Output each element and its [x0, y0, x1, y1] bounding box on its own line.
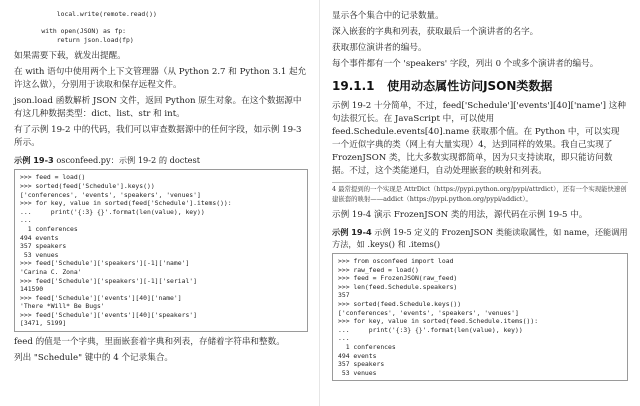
paragraph: 示例 19-2 十分简单，不过，feed['Schedule']['events'][40]['name'] 这种句法很冗长。在 JavaScript 中，可以使用 feed.Schedule.events[40].name 获取那个值。在 Python 中，可以实现一个近似字典的类（网上有大量实现）4，达到同样的效果。我自己实现了 FrozenJSON 类，比大多数实现都简单，因为只支持读取，即只能访问数据。不过，这个类能递归，自动处理嵌套的映射和列表。	[332, 101, 626, 176]
paragraph: 深入嵌套的字典和列表，获取最后一个演讲者的名字。	[332, 27, 539, 37]
example-label: 示例 19-3	[14, 155, 54, 166]
paragraph: 如果需要下载，就发出提醒。	[14, 51, 126, 62]
page-divider	[319, 0, 320, 406]
right-page	[322, 0, 640, 406]
example-label: 示例 19-4	[332, 227, 372, 237]
section-number: 19.1.1	[332, 79, 375, 93]
section-title: 使用动态属性访问JSON类数据	[387, 79, 553, 93]
example-caption	[332, 226, 628, 250]
section-heading	[332, 77, 628, 94]
paragraph: json.load 函数解析 JSON 文件，返回 Python 原生对象。在这个数据源中有这几种数据类型：dict、list、str 和 int。	[14, 96, 302, 120]
left-page	[0, 0, 318, 406]
example-caption	[14, 154, 308, 166]
paragraph: feed 的值是一个字典，里面嵌套着字典和列表，存储着字符串和整数。	[14, 337, 285, 348]
paragraph: 示例 19-4 演示 FrozenJSON 类的用法，源代码在示例 19-5 中。	[332, 210, 588, 220]
paragraph: 每个事件都有一个 'speakers' 字段，列出 0 个或多个演讲者的编号。	[332, 59, 599, 69]
example-text: 示例 19-5 定义的 FrozenJSON 类能读取属性，如 name，还能调用方法，如 .keys() 和 .items()	[332, 227, 628, 249]
footnote: 4 最常提到的一个实现是 AttrDict（https://pypi.python.org/pypi/attrdict），还有一个实现能快速创建嵌套的映射——addict（https://pypi.python.org/pypi/addict）。	[332, 182, 628, 204]
paragraph: 列出 "Schedule" 键中的 4 个记录集合。	[14, 353, 174, 364]
example-text: osconfeed.py：示例 19-2 的 doctest	[56, 155, 201, 166]
paragraph: 获取那位演讲者的编号。	[332, 43, 427, 53]
paragraph: 在 with 语句中使用两个上下文管理器（从 Python 2.7 和 Python 3.1 起允许这么做），分别用于读取和保存远程文件。	[14, 67, 307, 91]
code-snippet-top: local.write(remote.read()) with open(JSON) as fp: return json.load(fp)	[41, 10, 157, 44]
paragraph: 显示各个集合中的记录数量。	[332, 11, 444, 21]
code-box-example-19-4: >>> from osconfeed import load >>> raw_feed = load() >>> feed = FrozenJSON(raw_feed) >>> len(feed.Schedule.speakers) 357 >>> sorted(feed.Schedule.keys()) ['conferences', 'events', 'speakers', 'venues'] >>> for key, value in sorted(feed.Schedule.items()): ... print('{:3} {}'.format(len(value), key)) ... 1 conferences 494 events 357 speakers 53 venues	[332, 253, 628, 381]
paragraph: 有了示例 19-2 中的代码，我们可以审查数据源中的任何字段，如示例 19-3 所示。	[14, 125, 302, 149]
code-box-example-19-3: >>> feed = load() >>> sorted(feed['Schedule'].keys()) ['conferences', 'events', 'speakers', 'venues'] >>> for key, value in sorted(feed['Schedule'].items()): ... print('{:3} {}'.format(len(value), key)) ... 1 conferences 494 events 357 speakers 53 venues >>> feed['Schedule']['speakers'][-1]['name'] 'Carina C. Zona' >>> feed['Schedule']['speakers'][-1]['serial'] 141590 >>> feed['Schedule']['events'][40]['name'] 'There *Will* Be Bugs' >>> feed['Schedule']['events'][40]['speakers'] [3471, 5199]	[14, 169, 308, 332]
